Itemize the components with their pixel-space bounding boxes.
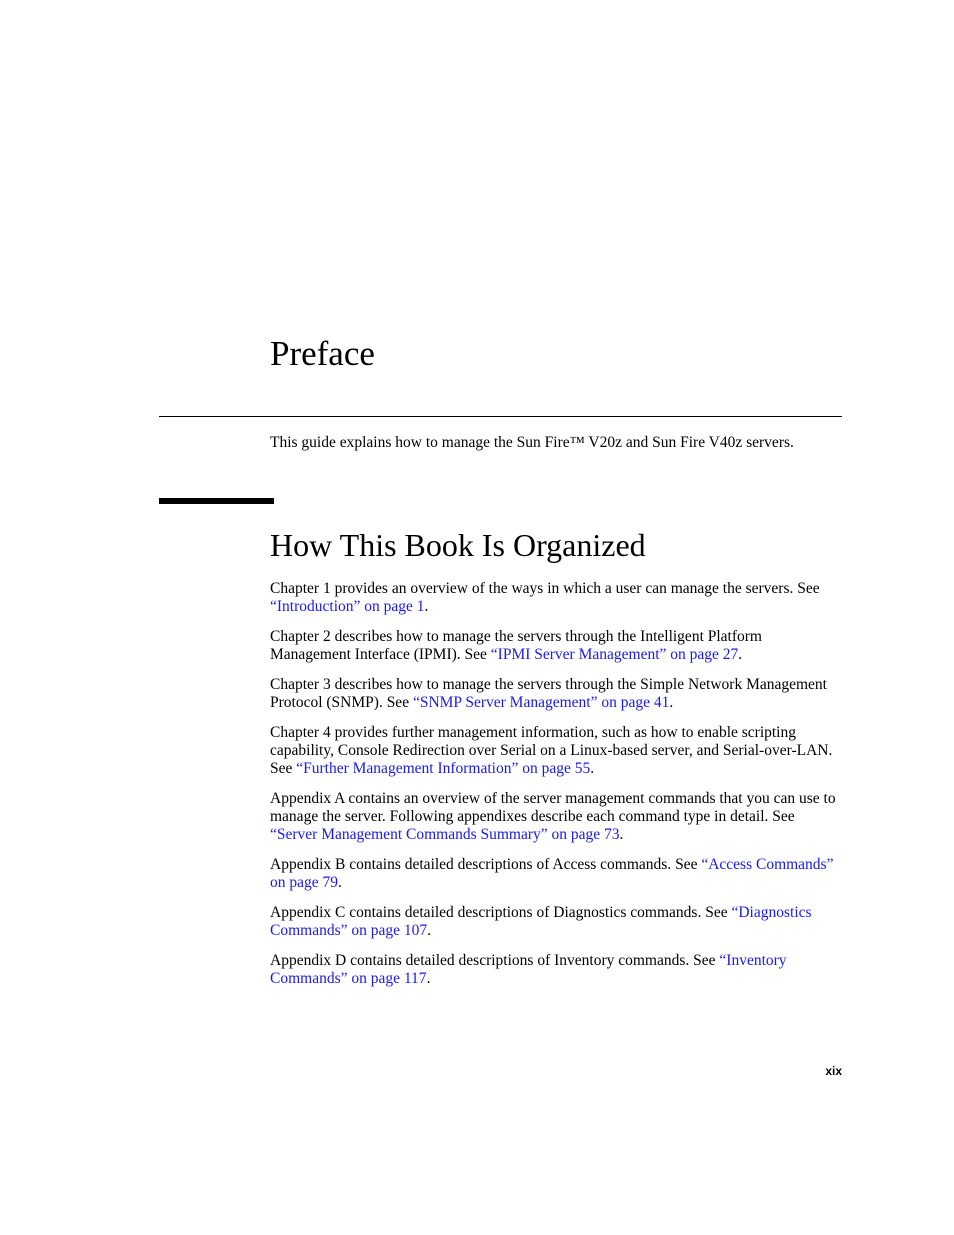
paragraph-appendix-c bbox=[270, 904, 840, 940]
page-title: Preface bbox=[270, 334, 375, 373]
page-number: xix bbox=[825, 1064, 842, 1078]
link-further-management-information[interactable]: “Further Management Information” on page 55 bbox=[296, 760, 591, 777]
paragraph-appendix-a bbox=[270, 790, 840, 844]
link-access-commands[interactable]: “Access Commands” on page 79 bbox=[270, 856, 834, 891]
paragraph-text: Appendix B contains detailed descriptions of Access commands. See bbox=[270, 856, 702, 873]
paragraph-chapter-3 bbox=[270, 676, 840, 712]
section-heading: How This Book Is Organized bbox=[270, 527, 646, 563]
paragraph-text: Chapter 2 describes how to manage the servers through the Intelligent Platform Management Interface (IPMI). See bbox=[270, 628, 762, 663]
paragraph-appendix-b bbox=[270, 856, 840, 892]
section-bar bbox=[159, 498, 274, 504]
paragraph-appendix-d bbox=[270, 952, 840, 988]
paragraph-tail: . bbox=[424, 598, 429, 615]
paragraph-text: Appendix C contains detailed descriptions of Diagnostics commands. See bbox=[270, 904, 732, 921]
link-diagnostics-commands[interactable]: “Diagnostics Commands” on page 107 bbox=[270, 904, 812, 939]
paragraph-tail: . bbox=[669, 694, 674, 711]
paragraph-chapter-4 bbox=[270, 724, 840, 778]
link-ipmi-server-management[interactable]: “IPMI Server Management” on page 27 bbox=[490, 646, 739, 663]
link-inventory-commands[interactable]: “Inventory Commands” on page 117 bbox=[270, 952, 787, 987]
paragraph-tail: . bbox=[590, 760, 595, 777]
intro-paragraph: This guide explains how to manage the Sun Fire™ V20z and Sun Fire V40z servers. bbox=[270, 434, 794, 451]
link-introduction[interactable]: “Introduction” on page 1 bbox=[270, 598, 425, 615]
paragraph-tail: . bbox=[427, 922, 432, 939]
link-server-management-commands-summary[interactable]: “Server Management Commands Summary” on page 73 bbox=[270, 826, 620, 843]
paragraph-chapter-2 bbox=[270, 628, 840, 664]
paragraph-tail: . bbox=[426, 970, 431, 987]
paragraph-text: Chapter 1 provides an overview of the ways in which a user can manage the servers. See bbox=[270, 580, 820, 597]
link-snmp-server-management[interactable]: “SNMP Server Management” on page 41 bbox=[412, 694, 670, 711]
title-rule bbox=[159, 416, 842, 417]
paragraph-tail: . bbox=[338, 874, 342, 891]
paragraph-tail: . bbox=[738, 646, 743, 663]
paragraph-text: Appendix A contains an overview of the server management commands that you can use to manage the server. Following appendixes describe each command type in detail. See bbox=[270, 790, 836, 825]
paragraph-text: Appendix D contains detailed descriptions of Inventory commands. See bbox=[270, 952, 720, 969]
paragraph-chapter-1 bbox=[270, 580, 840, 616]
paragraph-text: Chapter 4 provides further management information, such as how to enable scripting capability, Console Redirection over Serial on a Linux-based server, and Serial-over-LAN. See bbox=[270, 724, 833, 777]
paragraph-text: Chapter 3 describes how to manage the servers through the Simple Network Management Protocol (SNMP). See bbox=[270, 676, 827, 711]
paragraph-tail: . bbox=[619, 826, 624, 843]
section-content bbox=[270, 580, 840, 1000]
